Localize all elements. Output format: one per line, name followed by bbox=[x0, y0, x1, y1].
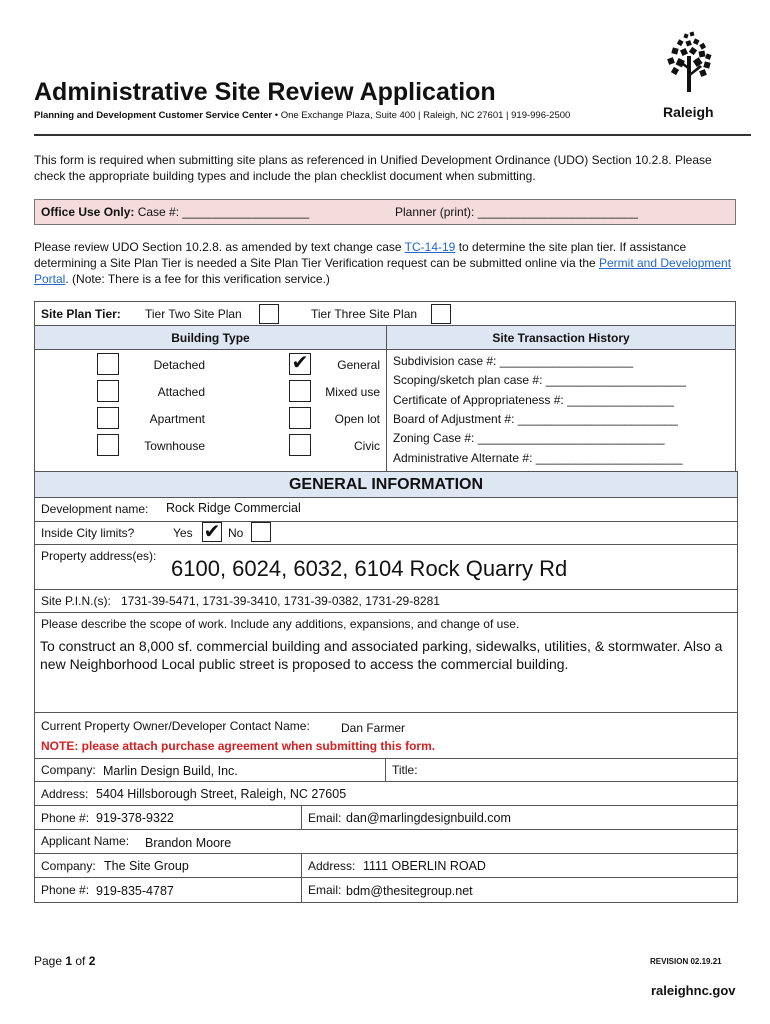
company-divider bbox=[385, 758, 386, 781]
owner-address-value[interactable]: 5404 Hillsborough Street, Raleigh, NC 27605 bbox=[96, 787, 347, 801]
city-limits-row bbox=[35, 521, 737, 545]
applicant-phone-label: Phone #: bbox=[41, 883, 90, 897]
transaction-line[interactable]: Administrative Alternate #: ______________________ bbox=[393, 450, 683, 465]
pin-value[interactable]: 1731-39-5471, 1731-39-3410, 1731-39-0382, 1731-29-8281 bbox=[121, 594, 440, 608]
site-plan-table bbox=[34, 301, 736, 474]
building-type-label: Open lot bbox=[334, 412, 380, 426]
building-type-checkbox[interactable] bbox=[289, 434, 311, 456]
transaction-line[interactable]: Zoning Case #: ____________________________ bbox=[393, 431, 665, 446]
building-type-checkbox[interactable] bbox=[97, 407, 119, 429]
page-current: 1 bbox=[65, 954, 73, 968]
transaction-line[interactable]: Certificate of Appropriateness #: ________________ bbox=[393, 392, 674, 407]
review-part1: Please review UDO Section 10.2.8. as amended by text change case bbox=[34, 240, 405, 254]
note-text: NOTE: please attach purchase agreement when submitting this form. bbox=[41, 739, 436, 753]
page-title: Administrative Site Review Application bbox=[34, 78, 496, 106]
applicant-company-label: Company: bbox=[41, 859, 96, 873]
scope-row bbox=[35, 612, 737, 713]
city-limits-label: Inside City limits? bbox=[41, 526, 135, 540]
transaction-line[interactable]: Subdivision case #: ____________________ bbox=[393, 354, 634, 368]
owner-address-row bbox=[35, 781, 737, 806]
yes-label: Yes bbox=[173, 526, 193, 540]
applicant-company-row bbox=[35, 853, 737, 878]
building-type-header: Building Type bbox=[35, 326, 387, 350]
building-type-label: Detached bbox=[153, 358, 205, 372]
building-type-checkbox[interactable]: ✔ bbox=[289, 353, 311, 375]
owner-label: Current Property Owner/Developer Contact Name: bbox=[41, 719, 310, 733]
owner-row bbox=[35, 712, 737, 759]
tier-three-checkbox[interactable] bbox=[431, 304, 451, 324]
applicant-address-value[interactable]: 1111 OBERLIN ROAD bbox=[363, 859, 486, 873]
email-label: Email: bbox=[308, 811, 342, 825]
email-value[interactable]: dan@marlingdesignbuild.com bbox=[346, 811, 511, 825]
applicant-company-divider bbox=[301, 853, 302, 877]
transaction-line[interactable]: Scoping/sketch plan case #: _____________________ bbox=[393, 373, 686, 388]
phone-email-row bbox=[35, 805, 737, 830]
applicant-phone-value[interactable]: 919-835-4787 bbox=[96, 884, 174, 898]
general-info-header: GENERAL INFORMATION bbox=[35, 472, 737, 498]
tier-row bbox=[35, 302, 736, 326]
dev-name-label: Development name: bbox=[41, 502, 149, 516]
dev-name-row bbox=[35, 497, 737, 522]
applicant-value[interactable]: Brandon Moore bbox=[145, 836, 232, 850]
property-address-value[interactable]: 6100, 6024, 6032, 6104 Rock Quarry Rd bbox=[171, 556, 568, 581]
company-row bbox=[35, 758, 737, 782]
dev-name-value[interactable]: Rock Ridge Commercial bbox=[166, 501, 301, 515]
raleigh-tree-logo bbox=[660, 30, 720, 96]
transaction-cell bbox=[387, 350, 736, 474]
permit-portal-link[interactable]: Permit and Development Portal bbox=[34, 256, 732, 286]
header-divider bbox=[34, 134, 751, 136]
no-checkbox[interactable] bbox=[251, 522, 271, 542]
building-type-label: Apartment bbox=[149, 412, 205, 426]
page-number bbox=[34, 954, 95, 968]
yes-checkbox[interactable]: ✔ bbox=[203, 521, 221, 543]
applicant-label: Applicant Name: bbox=[41, 834, 130, 848]
owner-address-label: Address: bbox=[41, 787, 89, 801]
building-type-checkbox[interactable] bbox=[97, 380, 119, 402]
tier-three-label: Tier Three Site Plan bbox=[311, 307, 418, 321]
company-value[interactable]: Marlin Design Build, Inc. bbox=[103, 764, 238, 778]
case-field[interactable]: Case #: ___________________ bbox=[137, 205, 310, 219]
applicant-address-label: Address: bbox=[308, 859, 356, 873]
phone-label: Phone #: bbox=[41, 811, 90, 825]
office-use-box bbox=[34, 199, 736, 225]
tier-label: Site Plan Tier: bbox=[41, 307, 121, 321]
applicant-company-value[interactable]: The Site Group bbox=[104, 859, 189, 873]
building-type-cell bbox=[35, 350, 387, 474]
review-text bbox=[34, 239, 734, 287]
applicant-email-value[interactable]: bdm@thesitegroup.net bbox=[346, 884, 473, 898]
building-type-label: Townhouse bbox=[144, 439, 205, 453]
raleigh-logo-text: Raleigh bbox=[663, 104, 714, 120]
tier-two-label: Tier Two Site Plan bbox=[145, 307, 242, 321]
building-type-checkbox[interactable] bbox=[289, 407, 311, 429]
footer-site: raleighnc.gov bbox=[651, 983, 736, 998]
site-transaction-header: Site Transaction History bbox=[387, 326, 736, 350]
scope-label: Please describe the scope of work. Include any additions, expansions, and change of use. bbox=[41, 617, 520, 631]
subtitle-org: Planning and Development Customer Service Center bbox=[34, 110, 273, 121]
office-use-label: Office Use Only: bbox=[41, 205, 135, 219]
subtitle-address: • One Exchange Plaza, Suite 400 | Raleigh, NC 27601 | 919-996-2500 bbox=[272, 110, 571, 121]
title-label: Title: bbox=[392, 763, 418, 777]
applicant-phone-divider bbox=[301, 877, 302, 902]
planner-field[interactable]: Planner (print): ________________________ bbox=[395, 205, 638, 219]
revision-text: REVISION 02.19.21 bbox=[650, 957, 722, 966]
page-of: of bbox=[72, 954, 89, 968]
review-part3: . (Note: There is a fee for this verification service.) bbox=[65, 272, 330, 286]
building-type-checkbox[interactable] bbox=[97, 434, 119, 456]
pin-label: Site P.I.N.(s): bbox=[41, 594, 111, 608]
subtitle bbox=[34, 110, 570, 121]
intro-text: This form is required when submitting site plans as referenced in Unified Development Ordinance (UDO) Section 10.2.8. Please check the appropriate building types and include the plan checklist document when submitting. bbox=[34, 153, 712, 183]
general-info-section bbox=[34, 471, 738, 903]
office-use-line bbox=[41, 205, 309, 219]
tier-two-checkbox[interactable] bbox=[259, 304, 279, 324]
building-type-label: Attached bbox=[157, 385, 205, 399]
building-type-label: Civic bbox=[354, 439, 380, 453]
page-total: 2 bbox=[88, 954, 96, 968]
applicant-email-label: Email: bbox=[308, 883, 342, 897]
pin-row bbox=[35, 589, 737, 613]
applicant-phone-row bbox=[35, 877, 737, 902]
property-address-label: Property address(es): bbox=[41, 549, 157, 563]
transaction-line[interactable]: Board of Adjustment #: ________________________ bbox=[393, 411, 678, 426]
phone-value[interactable]: 919-378-9322 bbox=[96, 811, 174, 825]
scope-value[interactable]: To construct an 8,000 sf. commercial building and associated parking, sidewalks, utilities, & stormwater. Also a new Neighborhood Local public street is proposed to access the commercial building. bbox=[40, 638, 723, 672]
company-label: Company: bbox=[41, 763, 96, 777]
page-prefix: Page bbox=[34, 954, 66, 968]
building-type-checkbox[interactable] bbox=[97, 353, 119, 375]
building-type-label: General bbox=[337, 358, 380, 372]
building-type-checkbox[interactable] bbox=[289, 380, 311, 402]
tc-14-19-link[interactable]: TC-14-19 bbox=[404, 240, 456, 254]
phone-divider bbox=[301, 805, 302, 829]
building-type-label: Mixed use bbox=[325, 385, 380, 399]
applicant-row bbox=[35, 829, 737, 854]
property-address-row bbox=[35, 544, 737, 590]
review-part2: to determine the site plan tier. If assistance determining a Site Plan Tier is needed a Site Plan Tier Verification request can be submitted online via the bbox=[34, 240, 687, 270]
owner-value[interactable]: Dan Farmer bbox=[341, 721, 406, 735]
no-label: No bbox=[228, 526, 244, 540]
